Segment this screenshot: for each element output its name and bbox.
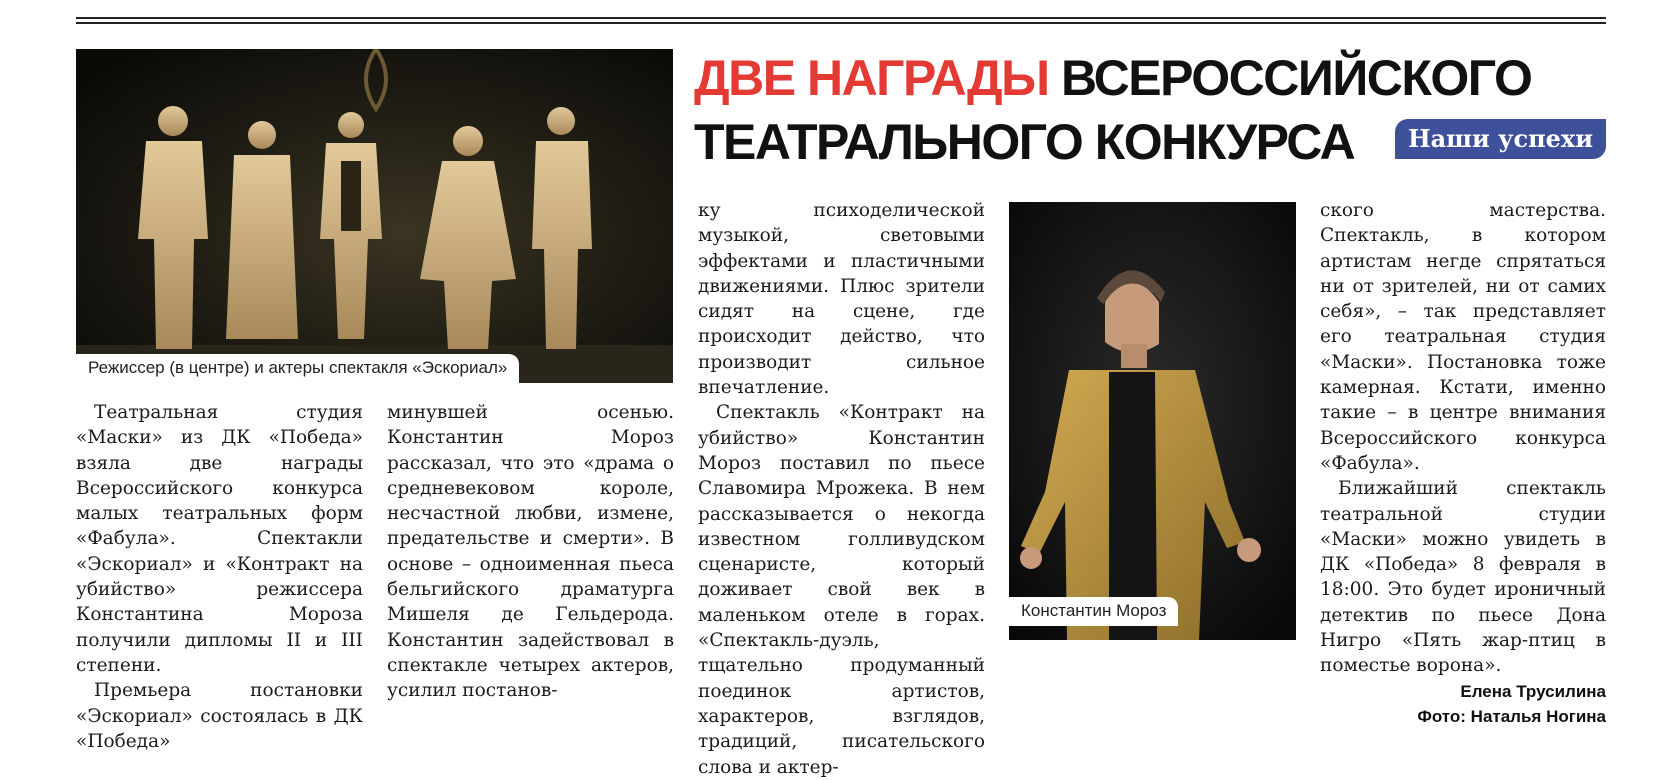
photo-credit: Фото: Наталья Ногина [1417,706,1606,726]
author-byline: Елена Трусилина [1460,681,1606,701]
paragraph: Премьера постановки «Эскориал» состоялась в ДК «Победа» [76,680,363,752]
top-rule-second [76,22,1606,24]
stage-photo-image [76,49,673,383]
article-column-3 [698,198,985,780]
portrait-photo-caption: Константин Мороз [1009,597,1178,626]
paragraph: минувшей осенью. Константин Мороз рассказал, что это «драма о средневековом короле, несчастной любви, измене, предательстве и смерти». В основе – одноименная пьеса бельгийского драматурга Мишеля де Гельдерода. Константин задействовал в спектакле четырех актеров, усилил постанов- [387,402,674,702]
stage-photo-caption: Режиссер (в центре) и актеры спектакля «Эскориал» [76,354,519,383]
section-tag: Наши успехи [1395,119,1606,159]
paragraph: Спектакль «Контракт на убийство» Константин Мороз поставил по пьесе Славомира Мрожека. В нем рассказывается о некогда известном голливудском сценаристе, который доживает свой век в маленьком отеле в горах. «Спектакль-дуэль, тщательно продуманный поединок артистов, характеров, взглядов, традиций, писательского слова и актер- [698,402,985,778]
top-rule [76,17,1606,19]
paragraph: ского мастерства. Спектакль, в котором артистам негде спрятаться ни от зрителей, ни от самих себя», – так представляет его театральная студия «Маски». Постановка тоже камерная. Кстати, именно такие – в центре внимания Всероссийского конкурса «Фабула». [1320,200,1606,474]
article-column-2 [387,400,674,704]
article-column-4 [1320,198,1606,729]
paragraph: ку психоделической музыкой, световыми эффектами и пластичными движениями. Плюс зрители сидят на сцене, где происходит действо, что производит сильное впечатление. [698,200,985,399]
headline-red-part: ДВЕ НАГРАДЫ [694,50,1049,106]
paragraph: Ближайший спектакль театральной студии «Маски» можно увидеть в ДК «Победа» 8 февраля в 18:00. Это будет ироничный детектив по пьесе Дона Нигро «Пять жар-птиц в поместье ворона». [1320,478,1606,677]
stage-photo [76,49,673,383]
paragraph: Театральная студия «Маски» из ДК «Победа» взяла две награды Всероссийского конкурса малых театральных форм «Фабула». Спектакли «Эскориал» и «Контракт на убийство» режиссера Константина Мороза получили дипломы II и III степени. [76,402,363,676]
portrait-photo-image [1009,202,1296,640]
article-column-1 [76,400,363,754]
headline-black-part: ВСЕРОССИЙСКОГО ТЕАТРАЛЬНОГО КОНКУРСА [694,50,1532,170]
portrait-photo [1009,202,1296,640]
